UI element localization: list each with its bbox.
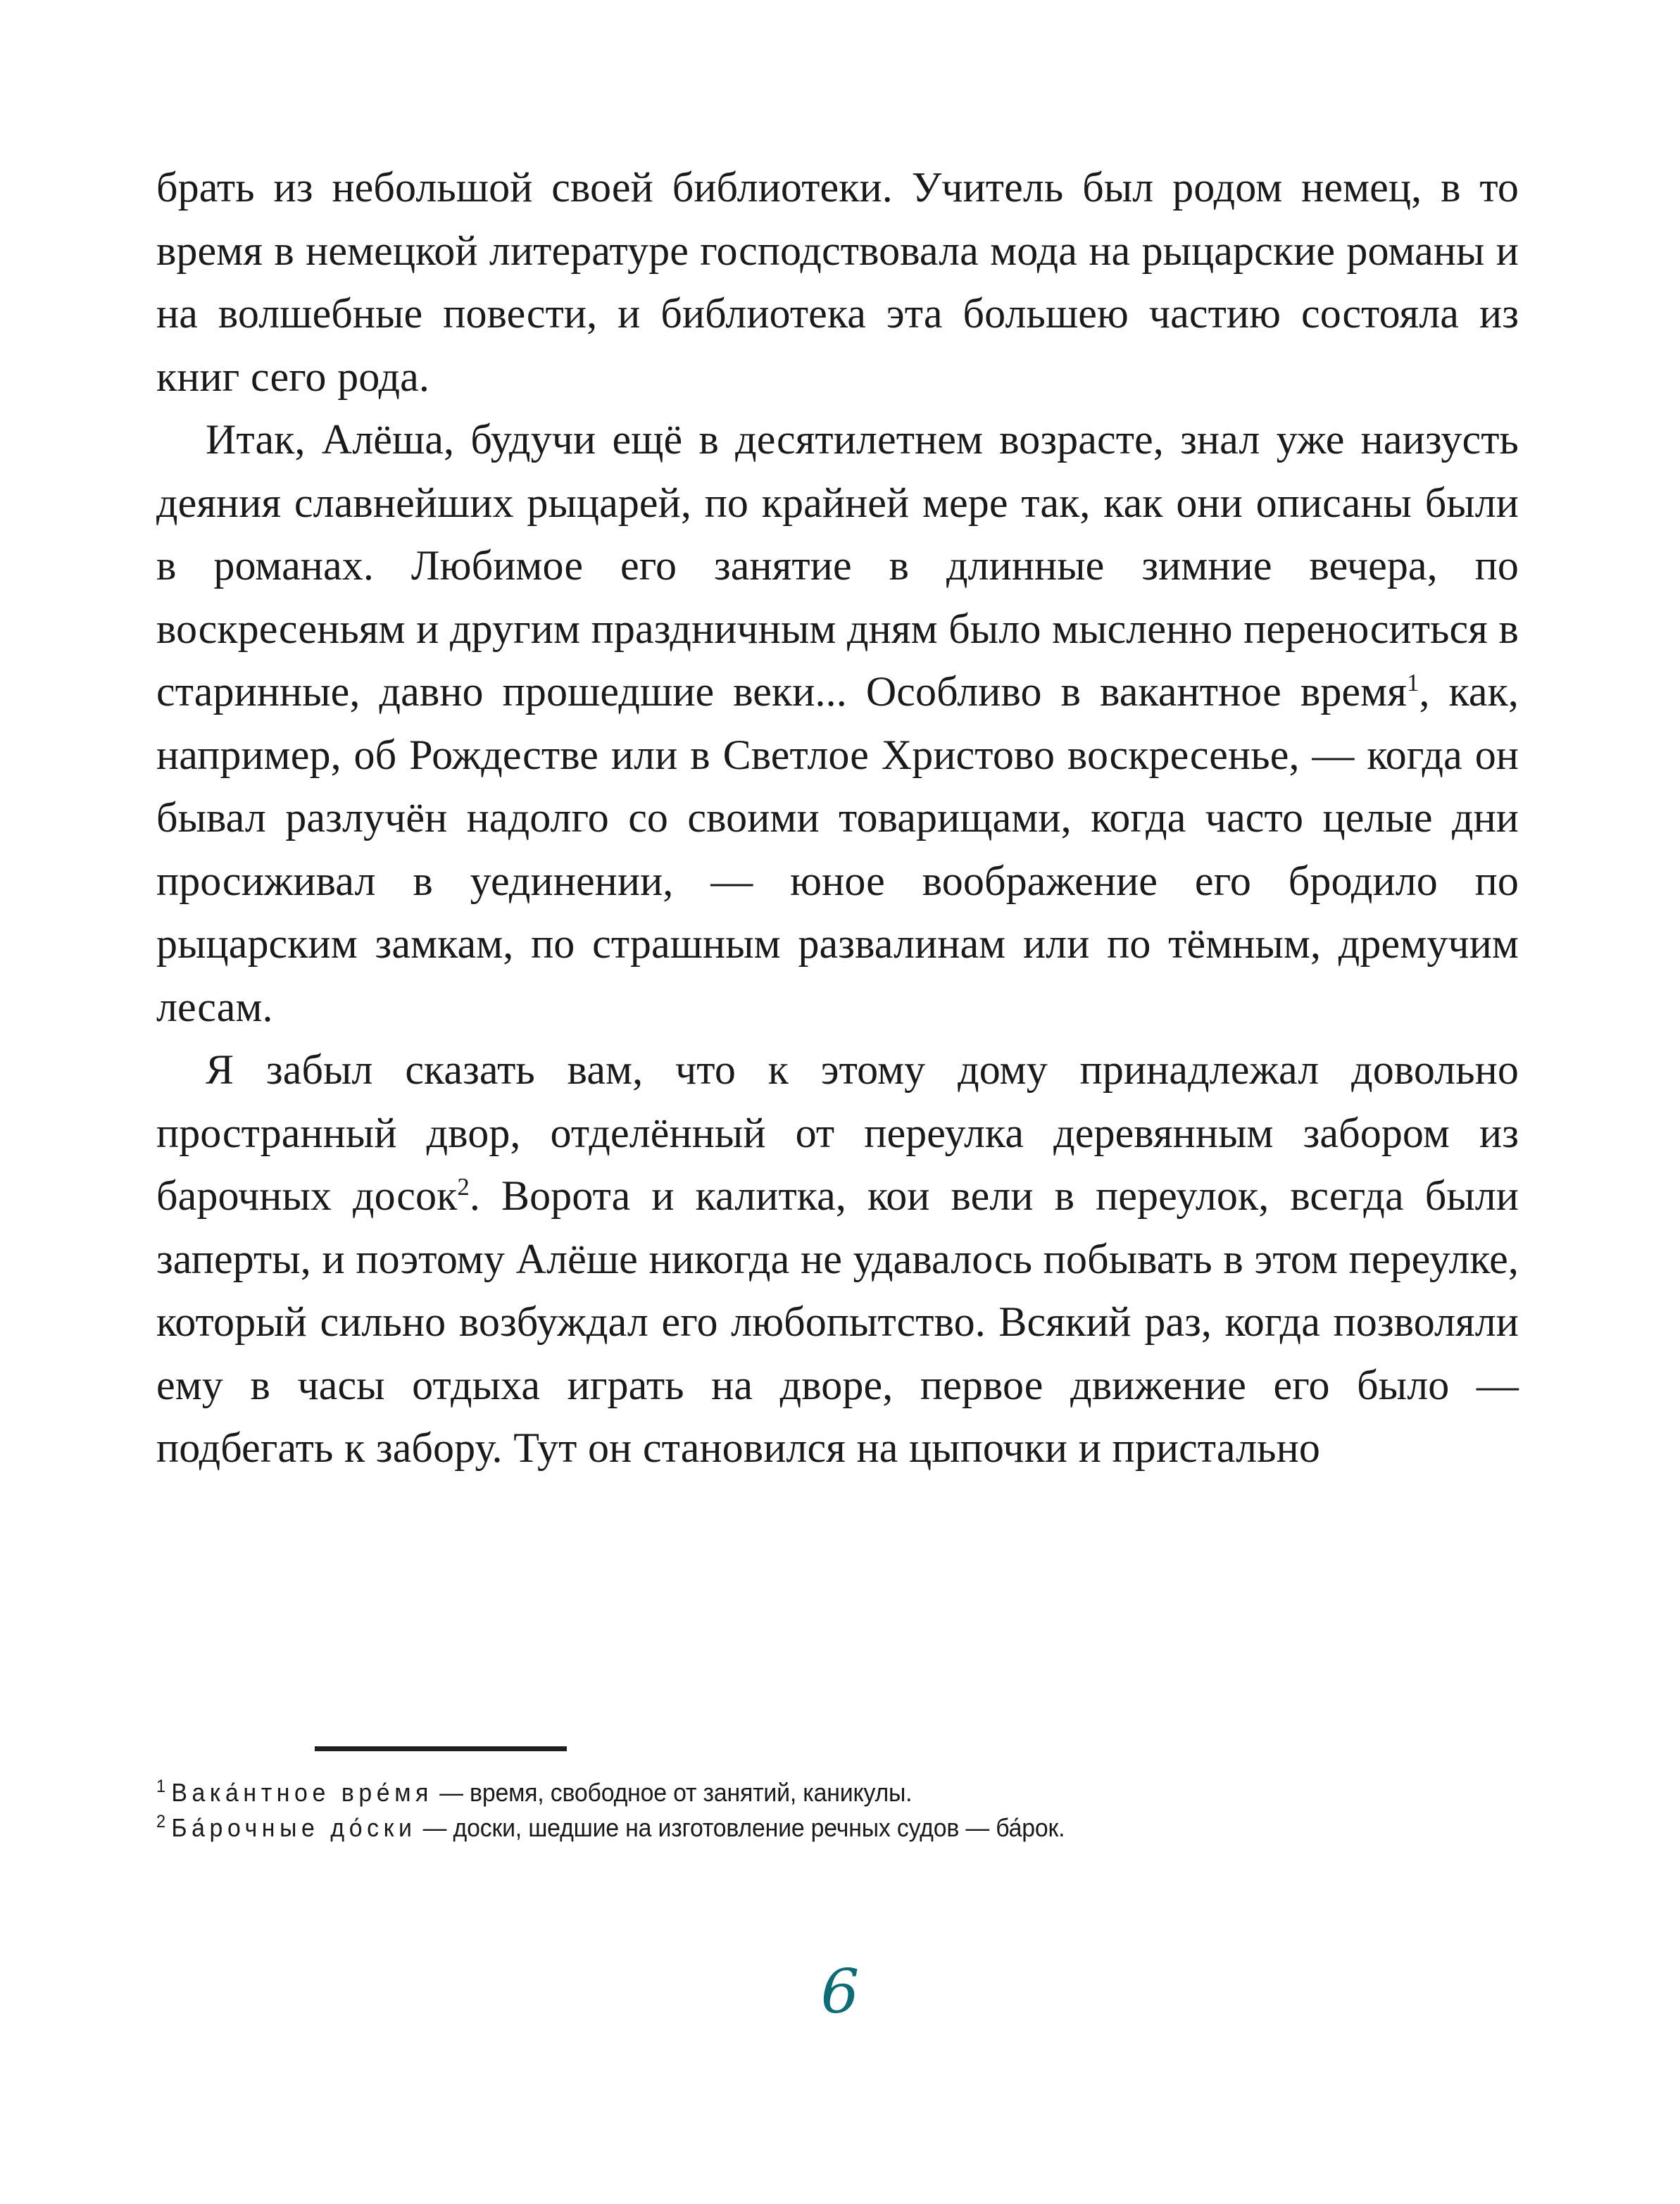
paragraph-ya-zabyl-text-after-footnote: . Ворота и калитка, кои вели в переулок, всегда были заперты, и поэтому Алёше никогда не удавалось побывать в этом переулке, который сильно возбуждал его любопытство. Всякий раз, когда позволяли ему в часы отдыха играть на дворе, первое движение его было — подбегать к забору. Тут он становился на цыпочки и пристально [156,1172,1519,1471]
footnote-1-term: Вака́нтное вре́мя [171,1778,433,1807]
main-text-block [156,156,1519,1480]
footnote-marker-1[interactable]: 1 [1406,669,1419,696]
page-number: 6 [820,1957,860,2027]
footnote-area [156,1746,1519,1846]
footnote-item-1 [156,1775,1437,1810]
paragraph-itak-text-after-footnote: , как, например, об Рождестве или в Светлое Христово воскресенье, — когда он бывал разлучён надолго со своими товарищами, когда часто целые дни просиживал в уединении, — юное воображение его бродило по рыцарским замкам, по страшным развалинам или по тёмным, дремучим лесам. [156,668,1519,1030]
footnote-separator-rule [315,1746,567,1751]
paragraph-continued: брать из небольшой своей библиотеки. Учитель был родом немец, в то время в немецкой литературе господствовала мода на рыцарские романы и на волшебные повести, и библиотека эта большею частию состояла из книг сего рода. [156,164,1519,400]
footnote-1-definition: — время, свободное от занятий, каникулы. [432,1778,913,1807]
footnote-marker-2[interactable]: 2 [457,1173,470,1201]
paragraph-itak [156,408,1519,1039]
footnote-2-term: Ба́рочные до́ски [171,1813,417,1842]
paragraph-ya-zabyl [156,1039,1519,1480]
footnote-1-marker: 1 [156,1777,165,1796]
footnote-2-definition: — доски, шедшие на изготовление речных судов — ба́рок. [416,1813,1065,1842]
footnote-2-marker: 2 [156,1812,165,1832]
paragraph-ya-zabyl-text-before-footnote: Я забыл сказать вам, что к этому дому принадлежал довольно пространный двор, отделённый от переулка деревянным забором из барочных досок [156,1046,1519,1219]
paragraph-itak-text-before-footnote: Итак, Алёша, будучи ещё в десятилетнем возрасте, знал уже наизусть деяния славнейших рыцарей, по крайней мере так, как они описаны были в романах. Любимое его занятие в длинные зимние вечера, по воскресеньям и другим праздничным дням было мысленно переноситься в старинные, давно прошедшие веки... Особливо в вакантное время [156,416,1519,715]
footnote-item-2 [156,1810,1437,1846]
